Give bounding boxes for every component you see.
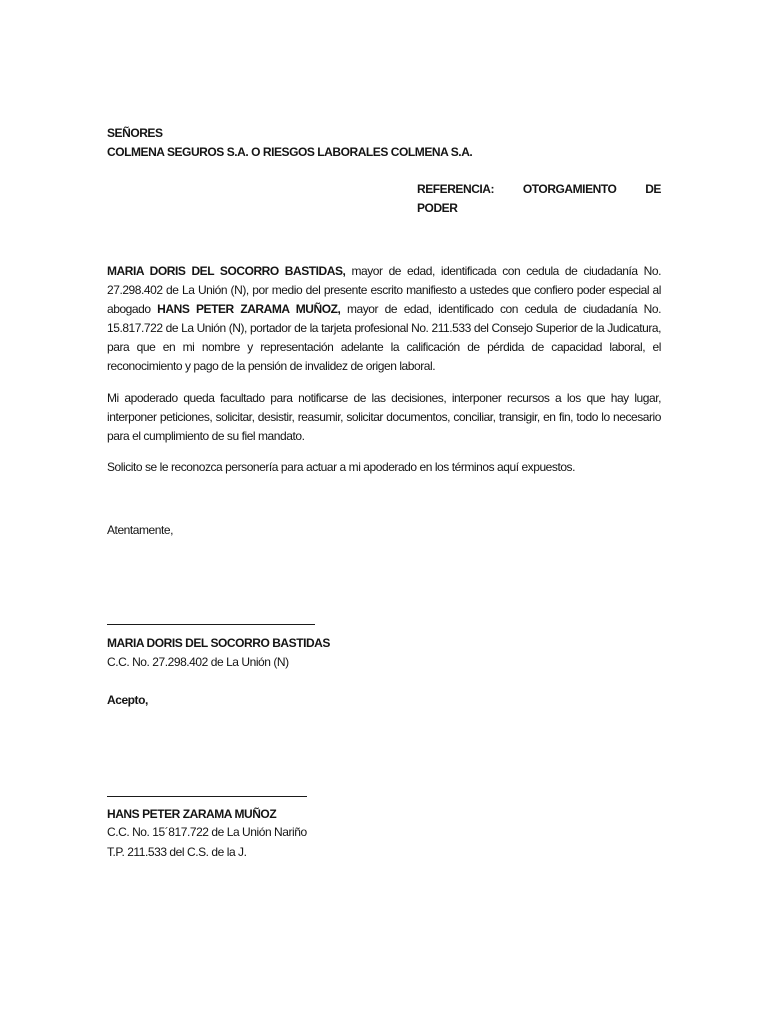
grantor-name-inline: MARIA DORIS DEL SOCORRO BASTIDAS, — [107, 264, 346, 278]
grantor-signature-name: MARIA DORIS DEL SOCORRO BASTIDAS — [107, 636, 330, 650]
attorney-name-inline: HANS PETER ZARAMA MUÑOZ, — [157, 302, 341, 316]
body-paragraph-1-text-b: mayor de edad, identificado con cedula de ciudadanía No. 15.817.722 de La Unión (N), portador de la tarjeta profesional No. 211.533 del Consejo Superior de la Judicatura, para que en mi nombre y representación adelante la calificación de pérdida de capacidad laboral, el reconocimiento y pago de la pensión de invalidez de origen laboral. — [107, 302, 662, 373]
acceptance-label: Acepto, — [107, 693, 148, 707]
addressee-company: COLMENA SEGUROS S.A. O RIESGOS LABORALES COLMENA S.A. — [107, 145, 473, 159]
body-paragraph-1 — [107, 262, 661, 376]
closing: Atentamente, — [107, 523, 173, 537]
body-paragraph-3: Solicito se le reconozca personería para actuar a mi apoderado en los términos aquí expuestos. — [107, 460, 575, 474]
grantor-signature-id: C.C. No. 27.298.402 de La Unión (N) — [107, 655, 289, 669]
grantor-signature-line — [107, 624, 315, 625]
body-paragraph-1-text-a: mayor de edad, identificada con cedula de ciudadanía No. 27.298.402 de La Unión (N), por medio del presente escrito manifiesto a ustedes que confiero poder especial al abogado — [107, 264, 661, 316]
addressee-block — [107, 124, 661, 162]
reference-line-2: PODER — [417, 201, 458, 215]
attorney-signature-license: T.P. 211.533 del C.S. de la J. — [107, 845, 247, 859]
attorney-signature-name: HANS PETER ZARAMA MUÑOZ — [107, 807, 277, 821]
attorney-signature-line — [107, 796, 307, 797]
addressee-salutation: SEÑORES — [107, 126, 163, 140]
reference-line-1: REFERENCIA: OTORGAMIENTO DE — [417, 182, 661, 196]
reference-block — [417, 180, 661, 218]
body-paragraph-2: Mi apoderado queda facultado para notificarse de las decisiones, interponer recursos a los que hay lugar, interponer peticiones, solicitar, desistir, reasumir, solicitar documentos, conciliar, transigir, en fin, todo lo necesario para el cumplimiento de su fiel mandato. — [107, 391, 661, 443]
attorney-signature-id: C.C. No. 15´817.722 de La Unión Nariño — [107, 825, 307, 839]
